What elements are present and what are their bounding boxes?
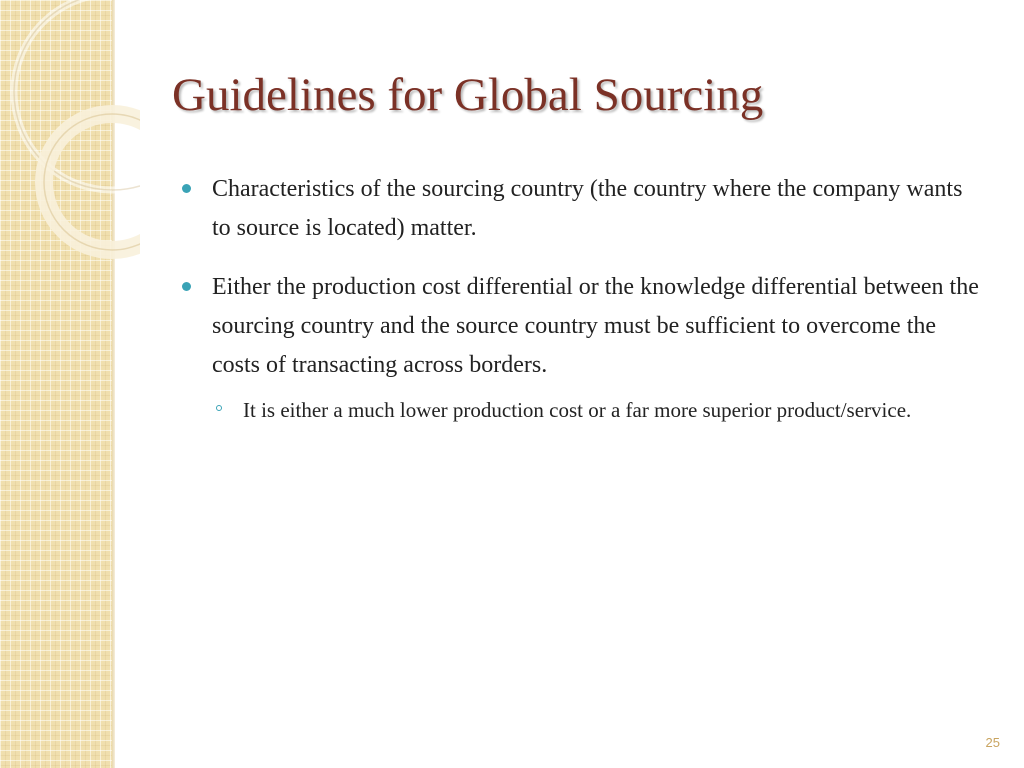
large-ring-shape xyxy=(14,0,140,190)
small-ring-shape xyxy=(44,114,140,250)
bullet-item xyxy=(182,170,982,248)
bullet-text: Either the production cost differential or the knowledge differential between the sourcing country and the source country must be sufficient to overcome the costs of transacting across borders. xyxy=(212,274,979,378)
bullet-item xyxy=(182,268,982,385)
slide-number: 25 xyxy=(985,735,1000,750)
sub-bullet-text: It is either a much lower production cost or a far more superior product/service. xyxy=(243,398,912,422)
decorative-rings xyxy=(0,0,140,260)
bullet-dot-icon xyxy=(182,184,191,193)
slide-content xyxy=(182,170,982,427)
sub-bullet-ring-icon xyxy=(216,405,222,411)
bullet-dot-icon xyxy=(182,282,191,291)
sub-bullet-item xyxy=(213,393,943,427)
bullet-text: Characteristics of the sourcing country (the country where the company wants to source is located) matter. xyxy=(212,176,963,241)
slide-title: Guidelines for Global Sourcing xyxy=(172,69,764,121)
